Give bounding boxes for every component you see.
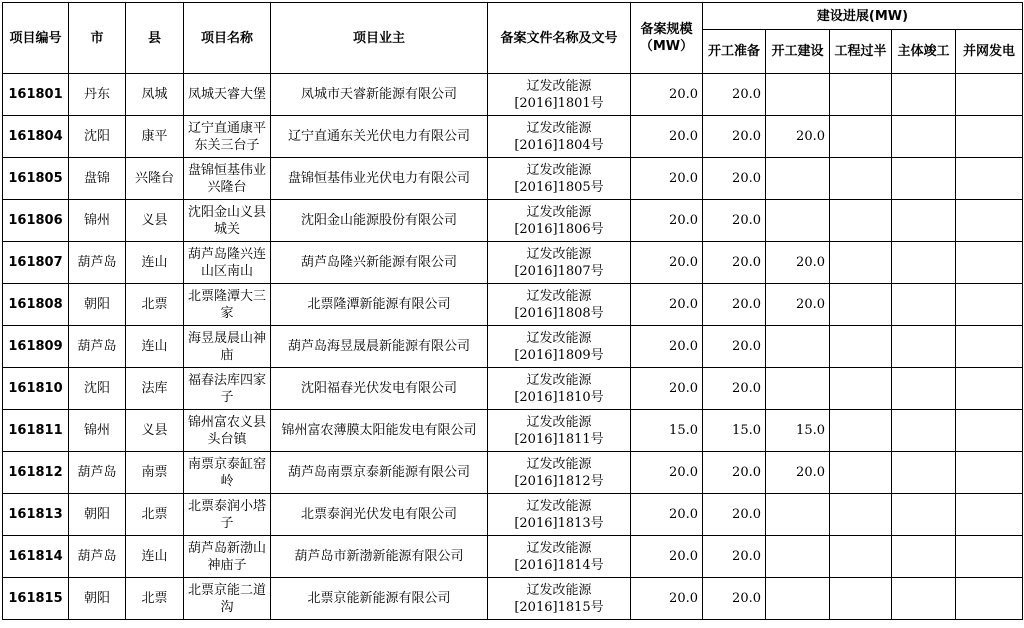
cell-building	[766, 368, 830, 410]
cell-owner: 葫芦岛海昱晟晨新能源有限公司	[271, 326, 488, 368]
cell-owner: 北票京能新能源有限公司	[271, 578, 488, 620]
cell-grid	[956, 74, 1023, 116]
cell-half	[830, 452, 892, 494]
header-grid: 并网发电	[956, 30, 1023, 74]
cell-county: 连山	[126, 242, 184, 284]
header-half: 工程过半	[830, 30, 892, 74]
cell-half	[830, 494, 892, 536]
cell-prep: 20.0	[703, 578, 766, 620]
cell-half	[830, 116, 892, 158]
cell-id: 161804	[3, 116, 69, 158]
cell-filing: 辽发改能源 [2016]1814号	[488, 536, 631, 578]
cell-building: 20.0	[766, 284, 830, 326]
header-county: 县	[126, 3, 184, 74]
cell-building	[766, 74, 830, 116]
cell-filing: 辽发改能源 [2016]1811号	[488, 410, 631, 452]
cell-building: 20.0	[766, 116, 830, 158]
cell-filing: 辽发改能源 [2016]1810号	[488, 368, 631, 410]
cell-filing: 辽发改能源 [2016]1806号	[488, 200, 631, 242]
table-row	[3, 158, 1023, 200]
cell-county: 连山	[126, 326, 184, 368]
cell-id: 161813	[3, 494, 69, 536]
cell-id: 161808	[3, 284, 69, 326]
cell-county: 兴隆台	[126, 158, 184, 200]
header-progress: 建设进展(MW)	[703, 3, 1023, 30]
cell-grid	[956, 410, 1023, 452]
cell-main-done	[892, 200, 956, 242]
cell-grid	[956, 578, 1023, 620]
cell-scale: 20.0	[631, 326, 703, 368]
cell-grid	[956, 536, 1023, 578]
cell-grid	[956, 368, 1023, 410]
cell-county: 法库	[126, 368, 184, 410]
cell-scale: 15.0	[631, 410, 703, 452]
cell-county: 南票	[126, 452, 184, 494]
table-row	[3, 284, 1023, 326]
header-building: 开工建设	[766, 30, 830, 74]
cell-half	[830, 242, 892, 284]
cell-city: 沈阳	[69, 116, 126, 158]
cell-project-name: 凤城天睿大堡	[184, 74, 271, 116]
cell-filing: 辽发改能源 [2016]1808号	[488, 284, 631, 326]
cell-county: 连山	[126, 536, 184, 578]
cell-building: 20.0	[766, 452, 830, 494]
table-row	[3, 452, 1023, 494]
cell-county: 凤城	[126, 74, 184, 116]
cell-owner: 沈阳金山能源股份有限公司	[271, 200, 488, 242]
cell-county: 北票	[126, 578, 184, 620]
cell-filing: 辽发改能源 [2016]1805号	[488, 158, 631, 200]
cell-scale: 20.0	[631, 116, 703, 158]
cell-half	[830, 410, 892, 452]
cell-county: 义县	[126, 200, 184, 242]
cell-id: 161809	[3, 326, 69, 368]
cell-grid	[956, 284, 1023, 326]
cell-prep: 20.0	[703, 536, 766, 578]
cell-filing: 辽发改能源 [2016]1812号	[488, 452, 631, 494]
cell-id: 161806	[3, 200, 69, 242]
cell-owner: 凤城市天睿新能源有限公司	[271, 74, 488, 116]
cell-grid	[956, 116, 1023, 158]
cell-city: 葫芦岛	[69, 326, 126, 368]
cell-id: 161815	[3, 578, 69, 620]
cell-prep: 20.0	[703, 242, 766, 284]
cell-half	[830, 284, 892, 326]
cell-owner: 北票泰润光伏发电有限公司	[271, 494, 488, 536]
cell-county: 义县	[126, 410, 184, 452]
table-row	[3, 200, 1023, 242]
cell-owner: 葫芦岛市新渤新能源有限公司	[271, 536, 488, 578]
cell-owner: 锦州富农薄膜太阳能发电有限公司	[271, 410, 488, 452]
cell-filing: 辽发改能源 [2016]1809号	[488, 326, 631, 368]
cell-prep: 20.0	[703, 452, 766, 494]
table-row	[3, 578, 1023, 620]
cell-city: 锦州	[69, 200, 126, 242]
cell-grid	[956, 452, 1023, 494]
cell-half	[830, 158, 892, 200]
cell-main-done	[892, 116, 956, 158]
cell-filing: 辽发改能源 [2016]1813号	[488, 494, 631, 536]
table-body	[3, 74, 1023, 620]
cell-owner: 北票隆潭新能源有限公司	[271, 284, 488, 326]
cell-main-done	[892, 74, 956, 116]
cell-city: 葫芦岛	[69, 242, 126, 284]
cell-grid	[956, 494, 1023, 536]
cell-filing: 辽发改能源 [2016]1804号	[488, 116, 631, 158]
cell-prep: 20.0	[703, 74, 766, 116]
cell-scale: 20.0	[631, 578, 703, 620]
cell-project-name: 北票泰润小塔子	[184, 494, 271, 536]
cell-owner: 葫芦岛隆兴新能源有限公司	[271, 242, 488, 284]
table-row	[3, 494, 1023, 536]
cell-main-done	[892, 536, 956, 578]
project-table	[2, 2, 1023, 620]
cell-prep: 20.0	[703, 200, 766, 242]
cell-building	[766, 494, 830, 536]
cell-scale: 20.0	[631, 158, 703, 200]
cell-scale: 20.0	[631, 242, 703, 284]
header-city: 市	[69, 3, 126, 74]
cell-main-done	[892, 158, 956, 200]
cell-city: 葫芦岛	[69, 452, 126, 494]
cell-county: 北票	[126, 494, 184, 536]
cell-building	[766, 158, 830, 200]
cell-id: 161807	[3, 242, 69, 284]
cell-id: 161805	[3, 158, 69, 200]
cell-filing: 辽发改能源 [2016]1815号	[488, 578, 631, 620]
cell-scale: 20.0	[631, 452, 703, 494]
cell-city: 葫芦岛	[69, 536, 126, 578]
cell-filing: 辽发改能源 [2016]1807号	[488, 242, 631, 284]
cell-grid	[956, 158, 1023, 200]
cell-prep: 20.0	[703, 116, 766, 158]
cell-project-name: 北票隆潭大三家	[184, 284, 271, 326]
cell-owner: 沈阳福春光伏发电有限公司	[271, 368, 488, 410]
cell-id: 161811	[3, 410, 69, 452]
cell-city: 沈阳	[69, 368, 126, 410]
header-owner: 项目业主	[271, 3, 488, 74]
cell-main-done	[892, 284, 956, 326]
cell-main-done	[892, 494, 956, 536]
cell-half	[830, 326, 892, 368]
cell-project-name: 葫芦岛隆兴连山区南山	[184, 242, 271, 284]
cell-prep: 15.0	[703, 410, 766, 452]
cell-grid	[956, 242, 1023, 284]
cell-building	[766, 326, 830, 368]
cell-prep: 20.0	[703, 158, 766, 200]
header-scale: 备案规模（MW）	[631, 3, 703, 74]
cell-prep: 20.0	[703, 326, 766, 368]
cell-project-name: 沈阳金山义县城关	[184, 200, 271, 242]
header-prep: 开工准备	[703, 30, 766, 74]
cell-main-done	[892, 326, 956, 368]
cell-main-done	[892, 410, 956, 452]
cell-scale: 20.0	[631, 284, 703, 326]
cell-county: 康平	[126, 116, 184, 158]
cell-project-name: 辽宁直通康平东关三台子	[184, 116, 271, 158]
cell-grid	[956, 200, 1023, 242]
cell-city: 朝阳	[69, 494, 126, 536]
cell-city: 锦州	[69, 410, 126, 452]
header-id: 项目编号	[3, 3, 69, 74]
cell-main-done	[892, 242, 956, 284]
cell-prep: 20.0	[703, 368, 766, 410]
cell-half	[830, 578, 892, 620]
table-row	[3, 74, 1023, 116]
cell-half	[830, 74, 892, 116]
cell-id: 161810	[3, 368, 69, 410]
cell-id: 161814	[3, 536, 69, 578]
cell-project-name: 葫芦岛新渤山神庙子	[184, 536, 271, 578]
cell-city: 丹东	[69, 74, 126, 116]
cell-half	[830, 536, 892, 578]
cell-main-done	[892, 578, 956, 620]
cell-owner: 盘锦恒基伟业光伏电力有限公司	[271, 158, 488, 200]
cell-building: 15.0	[766, 410, 830, 452]
cell-scale: 20.0	[631, 536, 703, 578]
table-row	[3, 242, 1023, 284]
cell-scale: 20.0	[631, 368, 703, 410]
cell-main-done	[892, 368, 956, 410]
cell-city: 盘锦	[69, 158, 126, 200]
cell-building: 20.0	[766, 242, 830, 284]
cell-prep: 20.0	[703, 284, 766, 326]
cell-project-name: 南票京泰缸窑岭	[184, 452, 271, 494]
cell-main-done	[892, 452, 956, 494]
cell-building	[766, 578, 830, 620]
cell-city: 朝阳	[69, 284, 126, 326]
header-project-name: 项目名称	[184, 3, 271, 74]
cell-id: 161812	[3, 452, 69, 494]
cell-project-name: 锦州富农义县头台镇	[184, 410, 271, 452]
cell-project-name: 盘锦恒基伟业兴隆台	[184, 158, 271, 200]
header-filing: 备案文件名称及文号	[488, 3, 631, 74]
cell-grid	[956, 326, 1023, 368]
cell-filing: 辽发改能源 [2016]1801号	[488, 74, 631, 116]
cell-county: 北票	[126, 284, 184, 326]
table-row	[3, 536, 1023, 578]
cell-building	[766, 536, 830, 578]
table-row	[3, 116, 1023, 158]
cell-half	[830, 200, 892, 242]
cell-scale: 20.0	[631, 494, 703, 536]
cell-project-name: 北票京能二道沟	[184, 578, 271, 620]
header-main-done: 主体竣工	[892, 30, 956, 74]
table-row	[3, 326, 1023, 368]
cell-owner: 辽宁直通东关光伏电力有限公司	[271, 116, 488, 158]
cell-scale: 20.0	[631, 74, 703, 116]
cell-city: 朝阳	[69, 578, 126, 620]
cell-building	[766, 200, 830, 242]
cell-project-name: 海昱晟晨山神庙	[184, 326, 271, 368]
table-row	[3, 368, 1023, 410]
cell-id: 161801	[3, 74, 69, 116]
cell-owner: 葫芦岛南票京泰新能源有限公司	[271, 452, 488, 494]
cell-scale: 20.0	[631, 200, 703, 242]
cell-prep: 20.0	[703, 494, 766, 536]
cell-half	[830, 368, 892, 410]
cell-project-name: 福春法库四家子	[184, 368, 271, 410]
table-row	[3, 410, 1023, 452]
